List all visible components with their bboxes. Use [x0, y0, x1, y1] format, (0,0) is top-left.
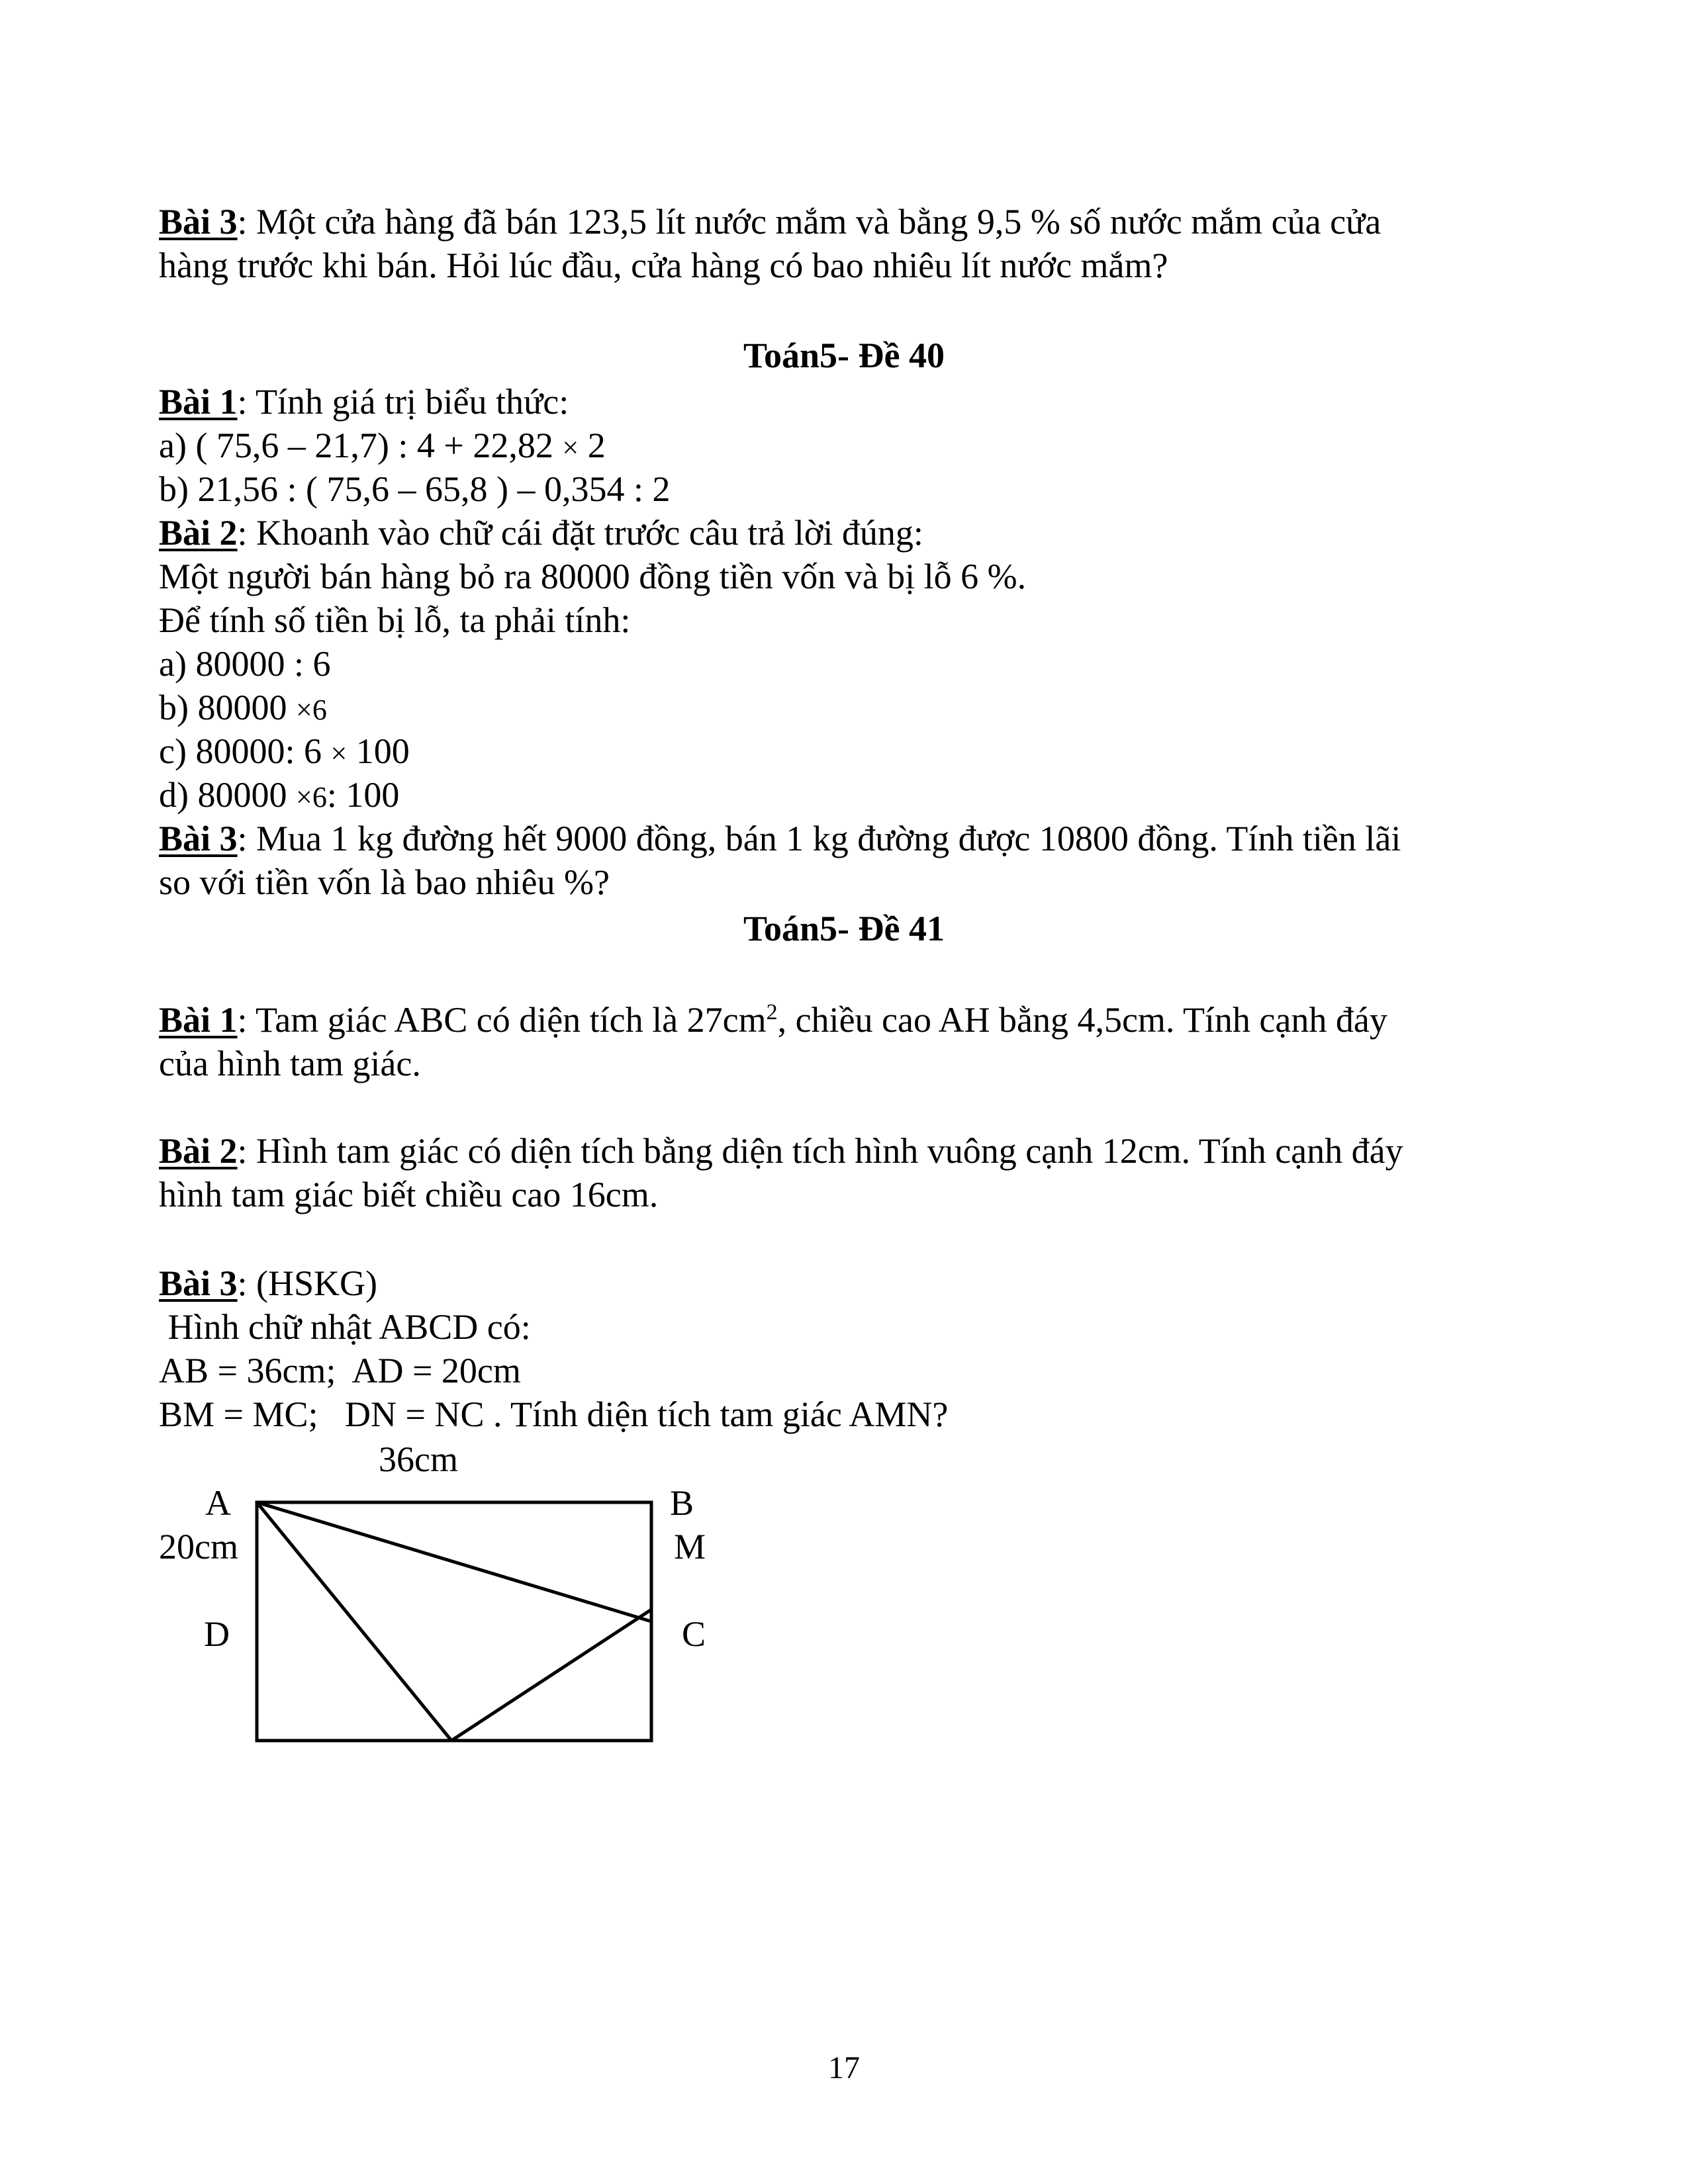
figure-label-a: A — [205, 1483, 231, 1523]
times-symbol: × — [295, 781, 312, 813]
figure-label-m: M — [674, 1527, 706, 1567]
de41-bai1-line2: của hình tam giác. — [159, 1044, 421, 1083]
times-symbol: × — [562, 432, 579, 464]
de40-opt-d-left: d) 80000 — [159, 775, 287, 815]
de40-bai3-line2: so với tiền vốn là bao nhiêu %? — [159, 862, 610, 902]
times-symbol: × — [330, 737, 348, 770]
figure-label-b: B — [670, 1483, 694, 1523]
de41-bai1-sup: 2 — [766, 1000, 778, 1024]
figure-label-c: C — [682, 1614, 706, 1654]
de41-bai1-text-a: : Tam giác ABC có diện tích là 27cm — [237, 1000, 767, 1040]
de40-bai2-line1: Một người bán hàng bỏ ra 80000 đồng tiền vốn và bị lỗ 6 %. — [159, 557, 1027, 596]
segment-mn — [451, 1610, 651, 1741]
de40-bai1-label: Bài 1 — [159, 382, 238, 422]
prev-bai3-line2: hàng trước khi bán. Hỏi lúc đầu, cửa hàng có bao nhiêu lít nước mắm? — [159, 246, 1168, 285]
de40-opt-b-right: 6 — [312, 694, 327, 726]
de40-opt-c-left: c) 80000: 6 — [159, 731, 322, 771]
figure-top-label: 36cm — [379, 1439, 458, 1479]
de41-bai3-text: : (HSKG) — [237, 1263, 378, 1303]
de40-bai1-b: b) 21,56 : ( 75,6 – 65,8 ) – 0,354 : 2 — [159, 469, 671, 509]
de40-title: Toán5- Đề 40 — [743, 336, 945, 375]
de41-bai1-label: Bài 1 — [159, 1000, 238, 1040]
de40-opt-b-left: b) 80000 — [159, 688, 287, 727]
de41-bai1-text-b: , chiều cao AH bằng 4,5cm. Tính cạnh đáy — [777, 1000, 1387, 1040]
de41-title: Toán5- Đề 41 — [743, 909, 945, 948]
de40-opt-a: a) 80000 : 6 — [159, 644, 331, 684]
de40-bai3-label: Bài 3 — [159, 819, 238, 858]
de40-bai2-label: Bài 2 — [159, 513, 238, 553]
rectangle-abcd — [257, 1502, 651, 1741]
de41-bai3-line2: AB = 36cm; AD = 20cm — [159, 1351, 521, 1390]
de40-opt-d-right: : 100 — [326, 775, 400, 815]
figure-label-side: 20cm — [159, 1527, 238, 1567]
prev-bai3-label: Bài 3 — [159, 202, 238, 242]
de40-opt-d-mid: 6 — [312, 781, 327, 813]
de41-bai2-line2: hình tam giác biết chiều cao 16cm. — [159, 1175, 659, 1214]
figure-label-d: D — [204, 1614, 230, 1654]
de41-bai2-text: : Hình tam giác có diện tích bằng diện tích hình vuông cạnh 12cm. Tính cạnh đáy — [237, 1131, 1403, 1171]
segment-am — [257, 1502, 651, 1621]
de40-bai2-text: : Khoanh vào chữ cái đặt trước câu trả lời đúng: — [237, 513, 923, 553]
page-number: 17 — [828, 2050, 860, 2085]
segment-an — [257, 1502, 451, 1741]
de40-bai1-text: : Tính giá trị biểu thức: — [237, 382, 569, 422]
de40-bai1-a-left: a) ( 75,6 – 21,7) : 4 + 22,82 — [159, 426, 553, 465]
de41-bai3-line1: Hình chữ nhật ABCD có: — [159, 1307, 531, 1347]
de40-opt-c-right: 100 — [355, 731, 410, 771]
de41-bai3-label: Bài 3 — [159, 1263, 238, 1303]
de41-bai2-label: Bài 2 — [159, 1131, 238, 1171]
times-symbol: × — [295, 694, 312, 726]
de40-bai2-line2: Để tính số tiền bị lỗ, ta phải tính: — [159, 600, 631, 640]
de40-bai3-text: : Mua 1 kg đường hết 9000 đồng, bán 1 kg đường được 10800 đồng. Tính tiền lãi — [237, 819, 1401, 858]
de41-bai3-line3: BM = MC; DN = NC . Tính diện tích tam giác AMN? — [159, 1394, 949, 1434]
prev-bai3-text: : Một cửa hàng đã bán 123,5 lít nước mắm và bằng 9,5 % số nước mắm của cửa — [237, 202, 1382, 242]
de40-bai1-a-right: 2 — [587, 426, 606, 465]
